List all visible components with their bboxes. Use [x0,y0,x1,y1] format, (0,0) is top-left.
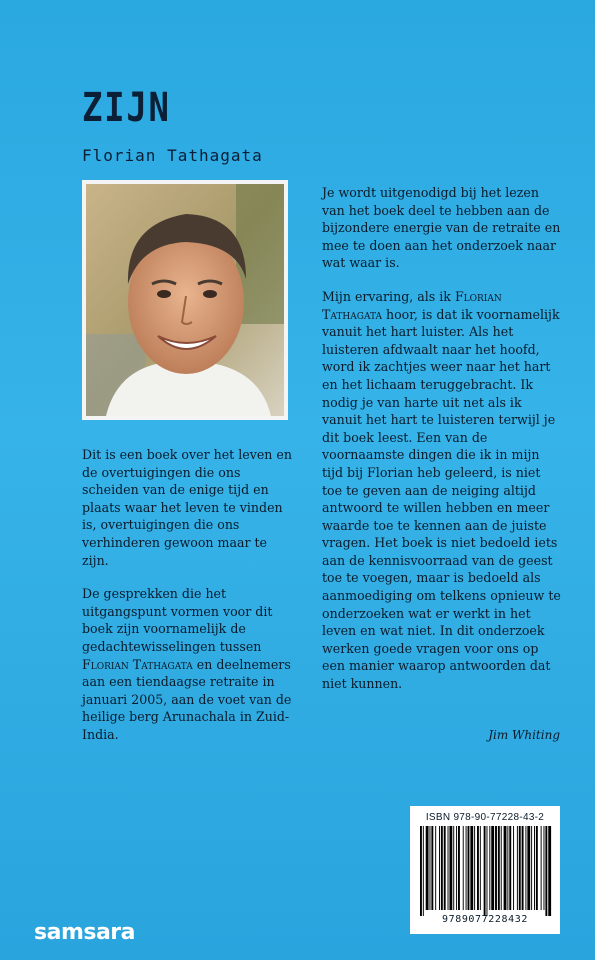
barcode-bar [468,826,470,910]
book-title: ZIJN [82,85,171,131]
barcode-bar [441,826,443,910]
right-paragraph-2-end: hoor, is dat ik voornamelijk vanuit het hart luister. Als het luisteren afdwaalt naar het hoofd, word ik zachtjes weer naar het hart en het lichaam teruggebracht. Ik nodig je van harte uit net als ik vanuit het hart te luisteren terwijl je dit boek leest. Een van de voornaamste dingen die ik in mijn tijd bij Florian heb geleerd, is niet toe te geven aan de neiging altijd antwoord te willen hebben en meer waarde toe te kennen aan de juiste vragen. Het boek is niet bedoeld iets aan de kennisvoorraad van de geest toe te voegen, maar is bedoeld als aanmoediging om telkens opnieuw te onderzoeken wat er werkt in het leven en wat niet. In dit onderzoek werken goede vragen voor ons op een manier waarop antwoorden dat niet kunnen. [322,306,561,692]
barcode-bar [480,826,481,910]
barcode-bar [463,826,464,910]
barcode-number: 9789077228432 [441,914,529,925]
barcode-bar [548,826,551,916]
barcode-bar [477,826,479,910]
barcode-bar [527,826,530,910]
right-paragraph-2-start: Mijn ervaring, als ik [322,288,455,304]
isbn-label: ISBN 978-90-77228-43-2 [425,812,545,823]
right-paragraph-1: Je wordt uitgenodigd bij het lezen van het boek deel te hebben aan de bijzondere energie van de retraite en mee te doen aan het onderzoek naar wat waar is. [322,185,561,271]
barcode-bar [509,826,511,910]
barcode-bar [534,826,535,910]
barcode-bar [484,826,486,916]
author-name-smallcaps: Florian Tathagata [82,656,193,672]
barcode-bar [536,826,538,910]
right-column-text [322,184,564,709]
left-paragraph-2-start: De gesprekken die het uitgangspunt vormen voor dit boek zijn voornamelijk de gedachtewisselingen tussen [82,586,273,654]
barcode-bar [444,826,446,910]
barcode-bar [448,826,449,910]
left-paragraph-2 [82,585,292,743]
barcode-bar [470,826,473,910]
author-photo [82,180,288,420]
quote-signature: Jim Whiting [488,728,560,742]
left-paragraph-2-end: en deelnemers aan een tiendaagse retraite in januari 2005, aan de voet van de heilige berg Arunachala in Zuid-India. [82,656,292,742]
barcode-bar [513,826,514,910]
barcode-bar [466,826,467,910]
barcode-bar [544,826,545,910]
barcode-bar [449,826,452,910]
barcode-bar [525,826,526,910]
barcode-bar [456,826,457,910]
right-paragraph-2 [322,288,564,693]
barcode-bars [418,826,552,916]
barcode-bar [545,826,547,916]
author-portrait-image [86,184,284,416]
barcode-box [410,806,560,934]
barcode-bar [522,826,524,910]
barcode-bar [501,826,502,910]
barcode-bar [487,826,488,916]
barcode-bar [507,826,508,910]
barcode-bar [531,826,532,910]
barcode-bar [489,826,490,910]
publisher-logo: samsara [34,920,135,945]
barcode-bar [439,826,440,910]
barcode-bar [435,826,436,910]
barcode-bar [474,826,475,910]
barcode-bar [458,826,460,910]
barcode-bar [453,826,454,910]
barcode-bar [541,826,542,910]
barcode-bar [517,826,518,910]
barcode-bar [504,826,507,910]
barcode-bar [426,826,429,910]
left-column-text [82,446,292,760]
barcode-bar [420,826,422,916]
barcode-bar [495,826,497,910]
barcode-bar [498,826,500,910]
barcode-bar [519,826,521,910]
book-author: Florian Tathagata [82,146,263,165]
barcode-bar [431,826,433,910]
author-name-smallcaps: Florian Tathagata [322,288,502,322]
left-paragraph-1: Dit is een boek over het leven en de overtuigingen die ons scheiden van de enige tijd en plaats waar het leven te vinden is, overtuigingen die ons verhinderen gewoon maar te zijn. [82,447,292,568]
barcode-bar [423,826,424,916]
barcode-bar [491,826,494,910]
barcode-bar [430,826,431,910]
